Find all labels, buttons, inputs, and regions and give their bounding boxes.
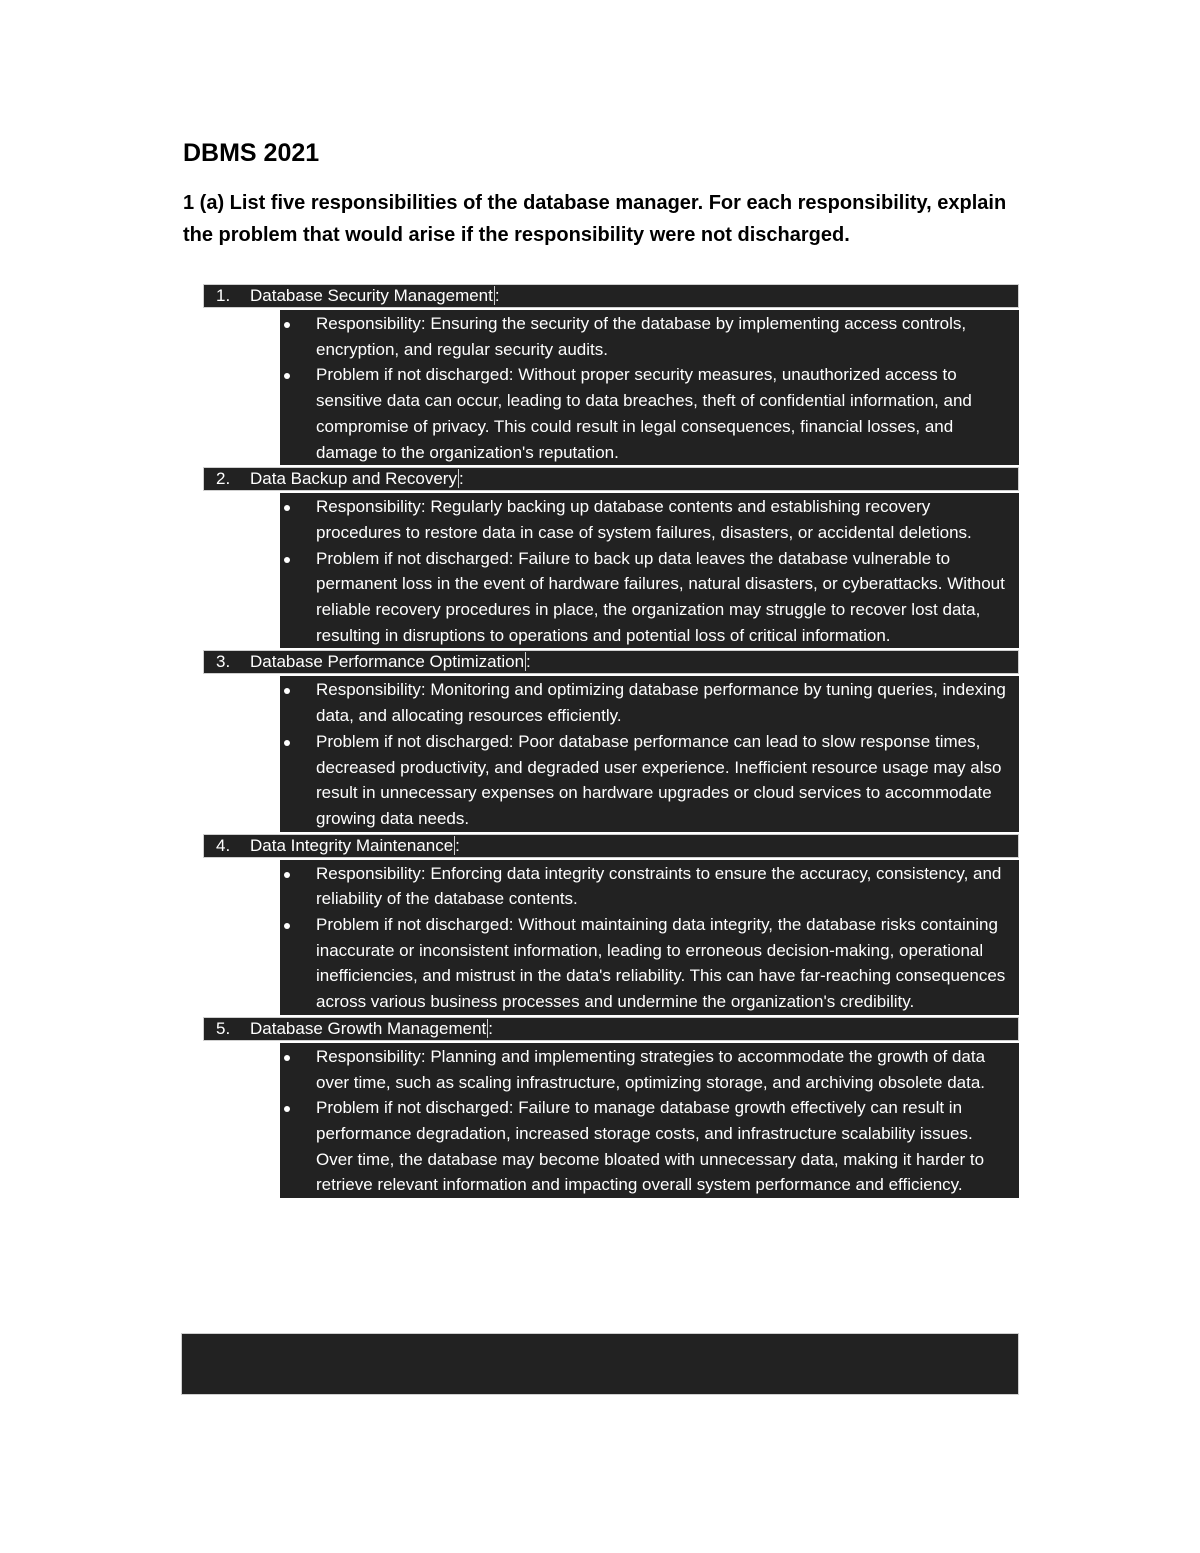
bullet-icon xyxy=(284,740,290,746)
document-title: DBMS 2021 xyxy=(183,139,320,167)
problem-text: Problem if not discharged: Failure to back up data leaves the database vulnerable to permanent loss in the event of hardware failures, natural disasters, or cyberattacks. Without reliable recovery procedures in place, the organization may struggle to recover lost data, resulting in disruptions to operations and potential loss of critical information. xyxy=(316,548,1005,645)
section-content xyxy=(280,310,1019,465)
problem-item xyxy=(280,546,1013,649)
responsibility-item xyxy=(280,861,1013,912)
section-number: 1. xyxy=(216,286,231,305)
responsibility-text: Responsibility: Regularly backing up database contents and establishing recovery procedures to restore data in case of system failures, disasters, or accidental deletions. xyxy=(316,497,972,542)
responsibility-item xyxy=(280,311,1013,362)
bullet-icon xyxy=(284,505,290,511)
bullet-icon xyxy=(284,322,290,328)
section-growth xyxy=(203,1017,1019,1198)
section-number: 5. xyxy=(216,1018,231,1038)
question-text: 1 (a) List five responsibilities of the database manager. For each responsibility, explain the problem that would arise if the responsibility were not discharged. xyxy=(183,192,1007,246)
section-number: 3. xyxy=(216,652,231,672)
problem-item xyxy=(280,912,1013,1015)
section-title xyxy=(250,285,500,307)
section-content xyxy=(280,860,1019,1015)
section-title-text: Database Growth Management xyxy=(250,1018,487,1038)
section-heading xyxy=(203,284,1019,308)
problem-item xyxy=(280,1095,1013,1198)
section-title xyxy=(250,468,464,490)
section-heading xyxy=(203,650,1019,674)
section-heading xyxy=(203,1017,1019,1041)
section-title xyxy=(250,1018,493,1040)
responsibility-text: Responsibility: Ensuring the security of the database by implementing access controls, encryption, and regular security audits. xyxy=(316,314,967,359)
section-title-text: Database Performance Optimization xyxy=(250,652,525,672)
section-title-colon: : xyxy=(458,469,464,489)
section-title xyxy=(250,651,531,673)
section-content xyxy=(280,676,1019,831)
bullet-icon xyxy=(284,1055,290,1061)
section-security xyxy=(203,284,1019,465)
responsibility-text: Responsibility: Planning and implementing strategies to accommodate the growth of data over time, such as scaling infrastructure, optimizing storage, and archiving obsolete data. xyxy=(316,1046,986,1092)
empty-dark-block xyxy=(181,1333,1019,1395)
section-title-text: Data Integrity Maintenance xyxy=(250,835,454,855)
section-content xyxy=(280,493,1019,648)
responsibility-text: Responsibility: Monitoring and optimizing database performance by tuning queries, indexing data, and allocating resources efficiently. xyxy=(316,680,1006,726)
problem-text: Problem if not discharged: Without maintaining data integrity, the database risks containing inaccurate or inconsistent information, leading to erroneous decision-making, operational inefficiencies, and mistrust in the data's reliability. This can have far-reaching consequences across various business processes and undermine the organization's credibility. xyxy=(316,915,1006,1012)
section-title-colon: : xyxy=(526,652,531,672)
section-performance xyxy=(203,650,1019,831)
bullet-icon xyxy=(284,373,290,379)
section-title-text: Database Security Management xyxy=(250,286,493,305)
section-number: 2. xyxy=(216,469,231,489)
bullet-icon xyxy=(284,688,290,694)
responsibilities-list xyxy=(203,282,1019,1198)
problem-text: Problem if not discharged: Failure to manage database growth effectively can result in performance degradation, increased storage costs, and infrastructure scalability issues. Over time, the database may become bloated with unnecessary data, making it harder to retrieve relevant information and impacting overall system performance and efficiency. xyxy=(316,1098,985,1195)
bullet-icon xyxy=(284,1106,290,1112)
bullet-icon xyxy=(284,872,290,878)
section-backup xyxy=(203,467,1019,648)
section-heading xyxy=(203,834,1019,858)
problem-text: Problem if not discharged: Poor database performance can lead to slow response times, decreased productivity, and degraded user experience. Inefficient resource usage may also result in unnecessary expenses on hardware upgrades or cloud services to accommodate growing data needs. xyxy=(316,731,1002,828)
responsibility-item xyxy=(280,1044,1013,1095)
responsibility-item xyxy=(280,494,1013,545)
problem-text: Problem if not discharged: Without proper security measures, unauthorized access to sensitive data can occur, leading to data breaches, theft of confidential information, and compromise of privacy. This could result in legal consequences, financial losses, and damage to the organization's reputation. xyxy=(316,365,972,462)
bullet-icon xyxy=(284,923,290,929)
problem-item xyxy=(280,362,1013,465)
section-integrity xyxy=(203,834,1019,1015)
section-heading xyxy=(203,467,1019,491)
section-number: 4. xyxy=(216,835,231,855)
section-content xyxy=(280,1043,1019,1198)
section-title-colon: : xyxy=(494,286,500,305)
bullet-icon xyxy=(284,557,290,563)
problem-item xyxy=(280,729,1013,832)
responsibility-item xyxy=(280,677,1013,728)
section-title xyxy=(250,835,460,857)
section-title-text: Data Backup and Recovery xyxy=(250,469,457,489)
section-title-colon: : xyxy=(488,1018,493,1038)
section-title-colon: : xyxy=(455,835,460,855)
responsibility-text: Responsibility: Enforcing data integrity constraints to ensure the accuracy, consistency, and reliability of the database contents. xyxy=(316,863,1002,909)
